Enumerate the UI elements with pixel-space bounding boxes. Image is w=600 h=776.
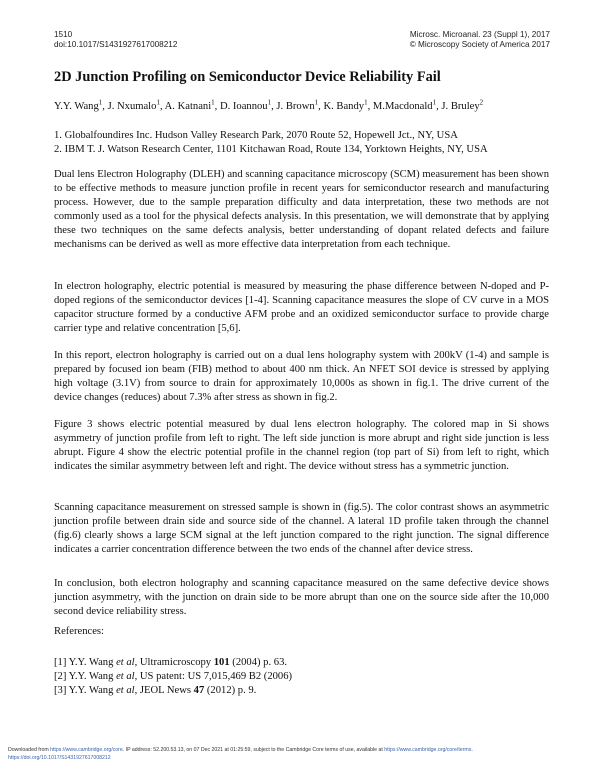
affiliation: 1. Globalfoundires Inc. Hudson Valley Research Park, 2070 Route 52, Hopewell Jct., NY, USA (54, 130, 458, 141)
reference-item: [1] Y.Y. Wang et al, Ultramicroscopy 101 (2004) p. 63. (54, 657, 288, 668)
author-affiliation-mark: 1 (314, 98, 319, 107)
author: J. Nxumalo (107, 101, 157, 112)
author: Y.Y. Wang (54, 101, 99, 112)
doi: doi:10.1017/S1431927617008212 (54, 40, 178, 50)
affiliation: 2. IBM T. J. Watson Research Center, 1101 Kitchawan Road, Route 134, Yorktown Heights, NY, USA (54, 144, 488, 155)
footer-line-2 (8, 755, 473, 763)
author-list: Y.Y. Wang$^1$, J. Nxumalo$^1$, A. Katnani$^1$, D. Ioannou$^1$, J. Brown$^1$, K. Bandy$^1$, M.Macdonald$^1$, J. Bruley$^2$ (54, 98, 484, 112)
author: A. Katnani (164, 101, 212, 112)
terms-link[interactable]: https://www.cambridge.org/core/terms (384, 747, 472, 753)
author-affiliation-mark: 1 (267, 98, 272, 107)
reference-item: [3] Y.Y. Wang et al, JEOL News 47 (2012) p. 9. (54, 685, 257, 696)
author: J. Brown (276, 101, 315, 112)
author-affiliation-mark: 1 (156, 98, 160, 107)
body-paragraph: In electron holography, electric potential is measured by measuring the phase difference between N-doped and P-doped regions of the semiconductor devices [1-4]. Scanning capacitance measures the slope of CV curve in a MOS capacitor structure formed by a conductive AFM probe and an oxidized semiconductor surface to provide charge carrier type and relative concentration [5,6]. (54, 281, 549, 334)
reference-item: [2] Y.Y. Wang et al, US patent: US 7,015,469 B2 (2006) (54, 671, 293, 682)
header-left (54, 30, 177, 51)
author-affiliation-mark: 1 (98, 98, 103, 107)
author: K. Bandy (323, 101, 365, 112)
body-paragraph: Figure 3 shows electric potential measured by dual lens electron holography. The colored map in Si shows asymmetry of junction profile from left to right. The left side junction is more abrupt and right side junction is less abrupt. Figure 4 show the electric potential profile in the channel region (top part of Si) from left to right, which indicates the similar asymmetry between left and right. The device without stress has a symmetric junction. (54, 419, 549, 472)
paper-title: 2D Junction Profiling on Semiconductor Device Reliability Fail (54, 69, 441, 85)
author-affiliation-mark: 1 (211, 98, 215, 107)
author-affiliation-mark: 2 (479, 98, 484, 107)
affiliation-list (54, 129, 488, 157)
author-affiliation-mark: 1 (432, 98, 437, 107)
journal-citation: Microsc. Microanal. 23 (Suppl 1), 2017 (409, 30, 550, 39)
doi-link[interactable]: https://doi.org/10.1017/S1431927617008212 (8, 754, 111, 761)
header-right (410, 30, 550, 51)
reference-list (54, 656, 292, 698)
body-paragraph: Scanning capacitance measurement on stressed sample is shown in (fig.5). The color contrast shows an asymmetric junction profile between drain side and source side of the channel. A lateral 1D profile taken through the channel (fig.6) clearly shows a large SCM signal at the left junction compared to the right junction. The signal difference indicates a carrier concentration difference between the two ends of the channel after device stress. (54, 502, 549, 555)
cambridge-core-link[interactable]: https://www.cambridge.org/core (50, 747, 123, 753)
footer-line-1: Downloaded from https://www.cambridge.org/core. IP address: 52.200.53.13, on 07 Dec 2021 at 01:25:59, subject to the Cambridge Core terms of use, available at https://www.cambridge.org/core/terms. (8, 747, 473, 753)
body-paragraph: In conclusion, both electron holography and scanning capacitance measured on the same defective device shows junction asymmetry, with the junction on drain side to be more abrupt than one on the source side after the 10,000 second device reliability stress. (54, 578, 549, 617)
author: D. Ioannou (219, 101, 268, 112)
references-heading: References: (54, 626, 104, 637)
download-footer (8, 747, 473, 762)
author: M.Macdonald (372, 101, 433, 112)
body-paragraph: In this report, electron holography is carried out on a dual lens holography system with 200kV (1-4) and sample is prepared by focused ion beam (FIB) method to about 400 nm thick. An NFET SOI device is stressed by applying high voltage (3.1V) from source to drain for approximately 10,000s as shown in fig.1. The drive current of the device changes (reduces) about 7.3% after stress as shown in fig.2. (54, 350, 549, 403)
author: J. Bruley (441, 101, 480, 112)
copyright: © Microscopy Society of America 2017 (409, 40, 550, 50)
author-affiliation-mark: 1 (364, 98, 368, 107)
page-number: 1510 (54, 30, 73, 39)
body-paragraph: Dual lens Electron Holography (DLEH) and scanning capacitance microscopy (SCM) measurement has been shown to be effective methods to measure junction profile in recent years for semiconductor research and manufacturing process. However, due to the sample preparation difficulty and data interpretation, these two methods are not commonly used as a tool for the physical defects analysis. In this presentation, we will demonstrate that by applying these two techniques on the same defects analysis, better understanding of dopant related defects and failure mechanisms can be derived as well as more effective data interpretation from each technique. (54, 169, 549, 250)
